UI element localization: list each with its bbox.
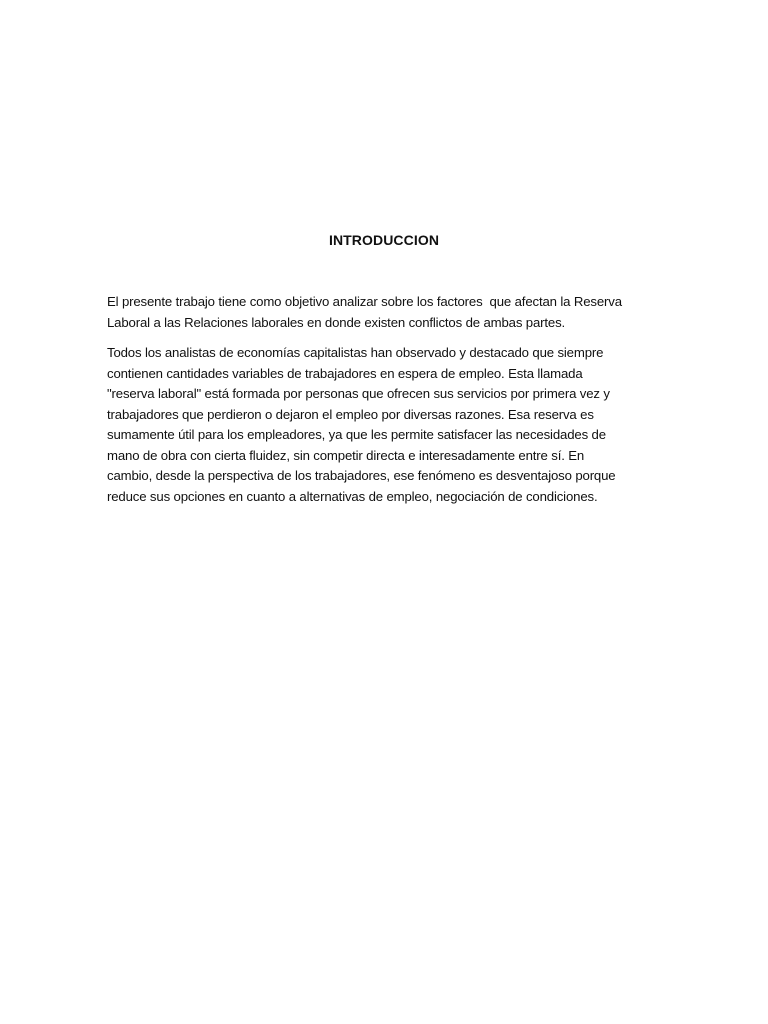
paragraph-line: mano de obra con cierta fluidez, sin competir directa e interesadamente entre sí. En — [107, 447, 585, 463]
paragraph-line: Todos los analistas de economías capitalistas han observado y destacado que siempre — [107, 345, 604, 360]
paragraph-line: reduce sus opciones en cuanto a alternativas de empleo, negociación de condiciones. — [107, 488, 598, 504]
document-body — [107, 292, 663, 517]
paragraph-line: sumamente útil para los empleadores, ya que les permite satisfacer las necesidades de — [107, 427, 606, 442]
paragraph-line: "reserva laboral" está formada por personas que ofrecen sus servicios por primera vez y — [107, 386, 610, 401]
paragraph-line: contienen cantidades variables de trabajadores en espera de empleo. Esta llamada — [107, 365, 583, 381]
paragraph-line: cambio, desde la perspectiva de los trabajadores, ese fenómeno es desventajoso porque — [107, 468, 616, 483]
paragraph-intro — [107, 292, 663, 333]
paragraph-line: El presente trabajo tiene como objetivo analizar sobre los factores que afectan la Reserva — [107, 294, 622, 309]
document-title: INTRODUCCION — [328, 232, 440, 248]
paragraph-line: Laboral a las Relaciones laborales en donde existen conflictos de ambas partes. — [107, 314, 566, 330]
paragraph-reserva-laboral — [107, 343, 663, 507]
paragraph-line: trabajadores que perdieron o dejaron el empleo por diversas razones. Esa reserva es — [107, 406, 594, 422]
